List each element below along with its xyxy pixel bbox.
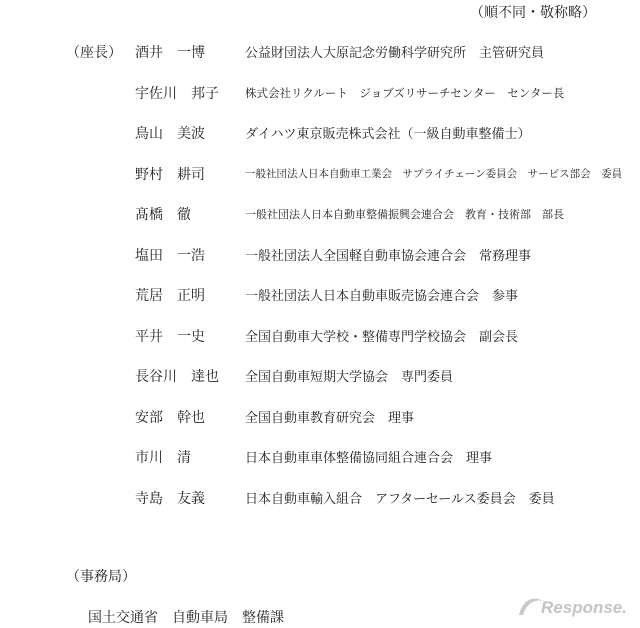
member-name: 野村 耕司 xyxy=(135,167,205,183)
member-name: 安部 幹也 xyxy=(135,410,205,426)
member-name: 荒居 正明 xyxy=(135,288,205,304)
secretariat-label: （事務局） xyxy=(66,569,136,585)
watermark-swoosh xyxy=(519,599,543,615)
response-watermark xyxy=(515,594,633,620)
watermark-text: Response. xyxy=(541,598,627,617)
member-affiliation: 全国自動車教育研究会 理事 xyxy=(245,411,415,426)
member-name: 鳥山 美波 xyxy=(135,126,205,142)
member-row xyxy=(0,164,640,188)
member-row xyxy=(0,407,640,431)
member-name: 髙橋 徹 xyxy=(135,207,191,223)
member-name: 市川 清 xyxy=(135,450,191,466)
chair-label: （座長） xyxy=(66,45,122,61)
member-affiliation: 日本自動車輸入組合 アフターセールス委員会 委員 xyxy=(245,492,555,507)
member-row xyxy=(0,245,640,269)
member-row xyxy=(0,42,640,66)
member-row xyxy=(0,285,640,309)
member-row xyxy=(0,204,640,228)
member-affiliation: 全国自動車短期大学協会 専門委員 xyxy=(245,370,454,385)
member-affiliation: ダイハツ東京販売株式会社（一級自動車整備士） xyxy=(245,127,531,142)
member-name: 宇佐川 邦子 xyxy=(135,86,219,102)
member-row xyxy=(0,488,640,512)
member-row xyxy=(0,326,640,350)
member-name: 酒井 一博 xyxy=(135,45,205,61)
member-affiliation: 全国自動車大学校・整備専門学校協会 副会長 xyxy=(245,330,519,345)
member-row xyxy=(0,123,640,147)
member-name: 長谷川 達也 xyxy=(135,369,219,385)
member-name: 平井 一史 xyxy=(135,329,205,345)
member-affiliation: 一般社団法人日本自動車工業会 サプライチェーン委員会 サービス部会 委員 xyxy=(245,168,623,180)
member-row xyxy=(0,366,640,390)
member-affiliation: 公益財団法人大原記念労働科学研究所 主管研究員 xyxy=(245,46,545,61)
member-row xyxy=(0,83,640,107)
member-row xyxy=(0,447,640,471)
member-affiliation: 株式会社リクルート ジョブズリサーチセンター センター長 xyxy=(245,86,565,100)
order-note: （順不同・敬称略） xyxy=(470,5,596,21)
member-affiliation: 一般社団法人全国軽自動車協会連合会 常務理事 xyxy=(245,249,532,264)
member-affiliation: 日本自動車車体整備協同組合連合会 理事 xyxy=(245,451,493,466)
member-name: 塩田 一浩 xyxy=(135,248,205,264)
member-affiliation: 一般社団法人日本自動車販売協会連合会 参事 xyxy=(245,289,519,304)
member-affiliation: 一般社団法人日本自動車整備振興会連合会 教育・技術部 部長 xyxy=(245,208,564,221)
secretariat-office: 国土交通省 自動車局 整備課 xyxy=(88,610,284,626)
member-name: 寺島 友義 xyxy=(135,491,205,507)
